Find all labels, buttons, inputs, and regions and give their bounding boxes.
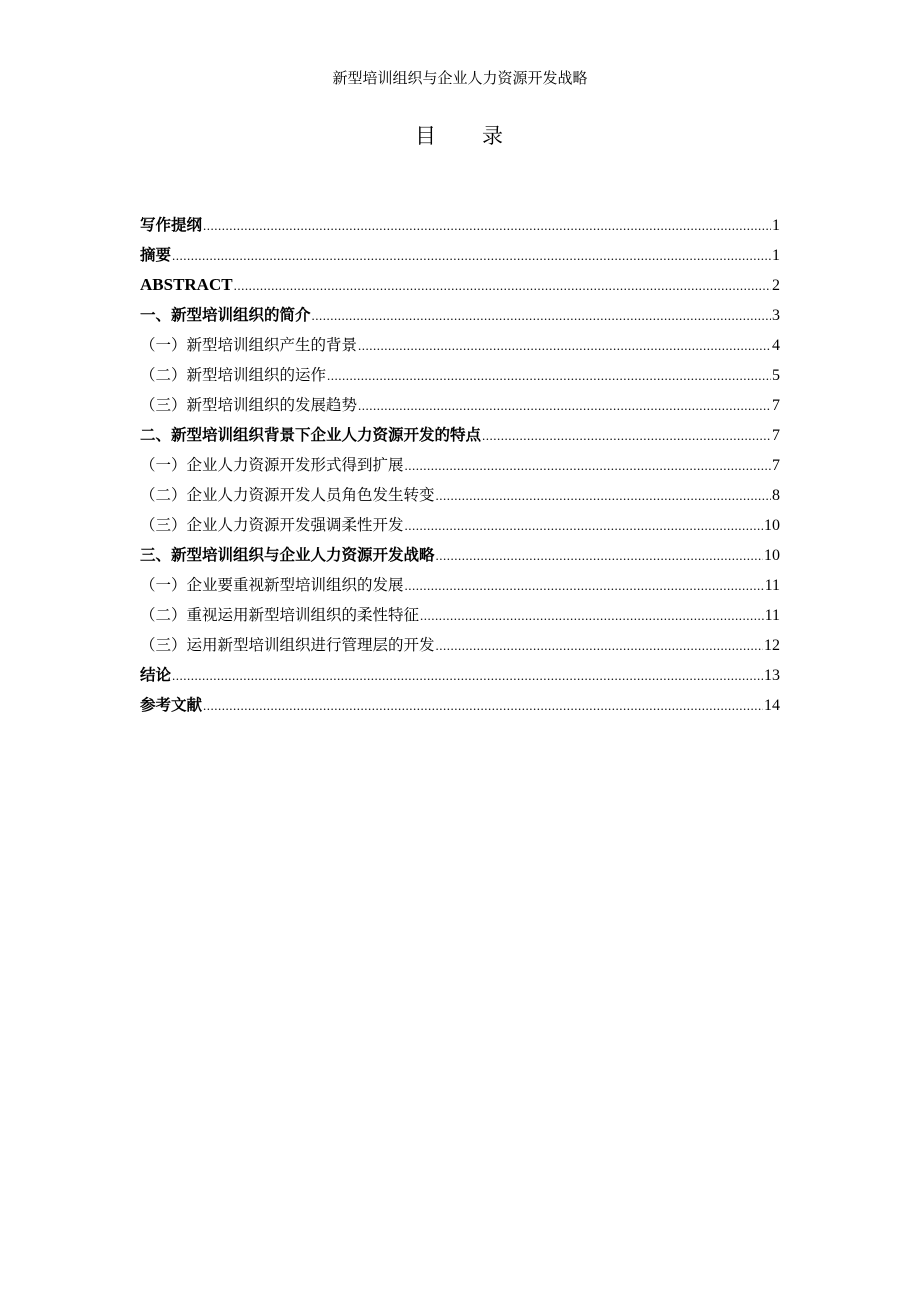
toc-page-number: 3 bbox=[772, 307, 780, 324]
toc-entry-text: ABSTRACT bbox=[140, 275, 233, 294]
dot-leader bbox=[358, 391, 771, 421]
toc-page-number: 11 bbox=[764, 607, 780, 624]
toc-page-number: 10 bbox=[764, 547, 780, 564]
toc-page-number: 12 bbox=[764, 637, 780, 654]
toc-entry-section-3-2[interactable] bbox=[140, 600, 780, 630]
dot-leader bbox=[482, 421, 771, 451]
dot-leader bbox=[405, 511, 763, 541]
dot-leader bbox=[327, 361, 771, 391]
toc-entry-writing-outline[interactable] bbox=[140, 210, 780, 240]
toc-entry-section-3[interactable] bbox=[140, 540, 780, 570]
toc-entry-text: （三）企业人力资源开发强调柔性开发 bbox=[140, 516, 404, 534]
toc-page-number: 13 bbox=[764, 667, 780, 684]
toc-entry-text: 结论 bbox=[140, 666, 172, 684]
toc-entry-section-3-3[interactable] bbox=[140, 630, 780, 660]
toc-page-number: 7 bbox=[772, 457, 780, 474]
toc-list bbox=[140, 210, 780, 720]
dot-leader bbox=[358, 331, 771, 361]
toc-entry-section-1[interactable] bbox=[140, 300, 780, 330]
dot-leader bbox=[405, 571, 764, 601]
dot-leader bbox=[405, 451, 771, 481]
dot-leader bbox=[234, 271, 771, 301]
dot-leader bbox=[312, 301, 771, 331]
toc-entry-abstract-cn[interactable] bbox=[140, 240, 780, 270]
dot-leader bbox=[172, 661, 763, 691]
toc-entry-text: 摘要 bbox=[140, 246, 172, 264]
toc-entry-text: 一、新型培训组织的简介 bbox=[140, 306, 311, 324]
dot-leader bbox=[172, 241, 771, 271]
toc-entry-text: （一）企业要重视新型培训组织的发展 bbox=[140, 576, 404, 594]
toc-entry-section-1-3[interactable] bbox=[140, 390, 780, 420]
dot-leader bbox=[203, 211, 771, 241]
toc-entry-text: （一）新型培训组织产生的背景 bbox=[140, 336, 358, 354]
toc-entry-text: 三、新型培训组织与企业人力资源开发战略 bbox=[140, 546, 435, 564]
running-header: 新型培训组织与企业人力资源开发战略 bbox=[332, 69, 588, 87]
dot-leader bbox=[436, 481, 771, 511]
toc-entry-conclusion[interactable] bbox=[140, 660, 780, 690]
dot-leader bbox=[203, 691, 763, 721]
toc-entry-text: （一）企业人力资源开发形式得到扩展 bbox=[140, 456, 404, 474]
toc-entry-text: （二）重视运用新型培训组织的柔性特征 bbox=[140, 606, 420, 624]
toc-entry-text: 二、新型培训组织背景下企业人力资源开发的特点 bbox=[140, 426, 482, 444]
toc-page-number: 1 bbox=[772, 247, 780, 264]
toc-page-number: 2 bbox=[772, 277, 780, 294]
toc-entry-text: （二）新型培训组织的运作 bbox=[140, 366, 327, 384]
toc-page-number: 14 bbox=[764, 697, 780, 714]
toc-entry-section-1-2[interactable] bbox=[140, 360, 780, 390]
dot-leader bbox=[436, 631, 763, 661]
toc-page-number: 7 bbox=[772, 397, 780, 414]
toc-entry-section-2-3[interactable] bbox=[140, 510, 780, 540]
toc-entry-section-2-1[interactable] bbox=[140, 450, 780, 480]
toc-entry-references[interactable] bbox=[140, 690, 780, 720]
dot-leader bbox=[420, 601, 764, 631]
toc-entry-text: （二）企业人力资源开发人员角色发生转变 bbox=[140, 486, 435, 504]
toc-page-number: 4 bbox=[772, 337, 780, 354]
toc-entry-section-3-1[interactable] bbox=[140, 570, 780, 600]
toc-entry-text: （三）新型培训组织的发展趋势 bbox=[140, 396, 358, 414]
toc-entry-text: （三）运用新型培训组织进行管理层的开发 bbox=[140, 636, 435, 654]
toc-page-number: 5 bbox=[772, 367, 780, 384]
toc-page-number: 1 bbox=[772, 217, 780, 234]
toc-entry-section-1-1[interactable] bbox=[140, 330, 780, 360]
toc-page-number: 10 bbox=[764, 517, 780, 534]
toc-page-number: 11 bbox=[764, 577, 780, 594]
toc-entry-section-2-2[interactable] bbox=[140, 480, 780, 510]
toc-title-left: 目 bbox=[415, 124, 438, 148]
toc-entry-text: 写作提纲 bbox=[140, 216, 203, 234]
toc-entry-abstract-en[interactable] bbox=[140, 270, 780, 300]
toc-page-number: 7 bbox=[772, 427, 780, 444]
toc-title-right: 录 bbox=[482, 124, 505, 148]
toc-entry-text: 参考文献 bbox=[140, 696, 203, 714]
toc-page-number: 8 bbox=[772, 487, 780, 504]
dot-leader bbox=[436, 541, 763, 571]
toc-entry-section-2[interactable] bbox=[140, 420, 780, 450]
toc-title bbox=[0, 122, 920, 150]
